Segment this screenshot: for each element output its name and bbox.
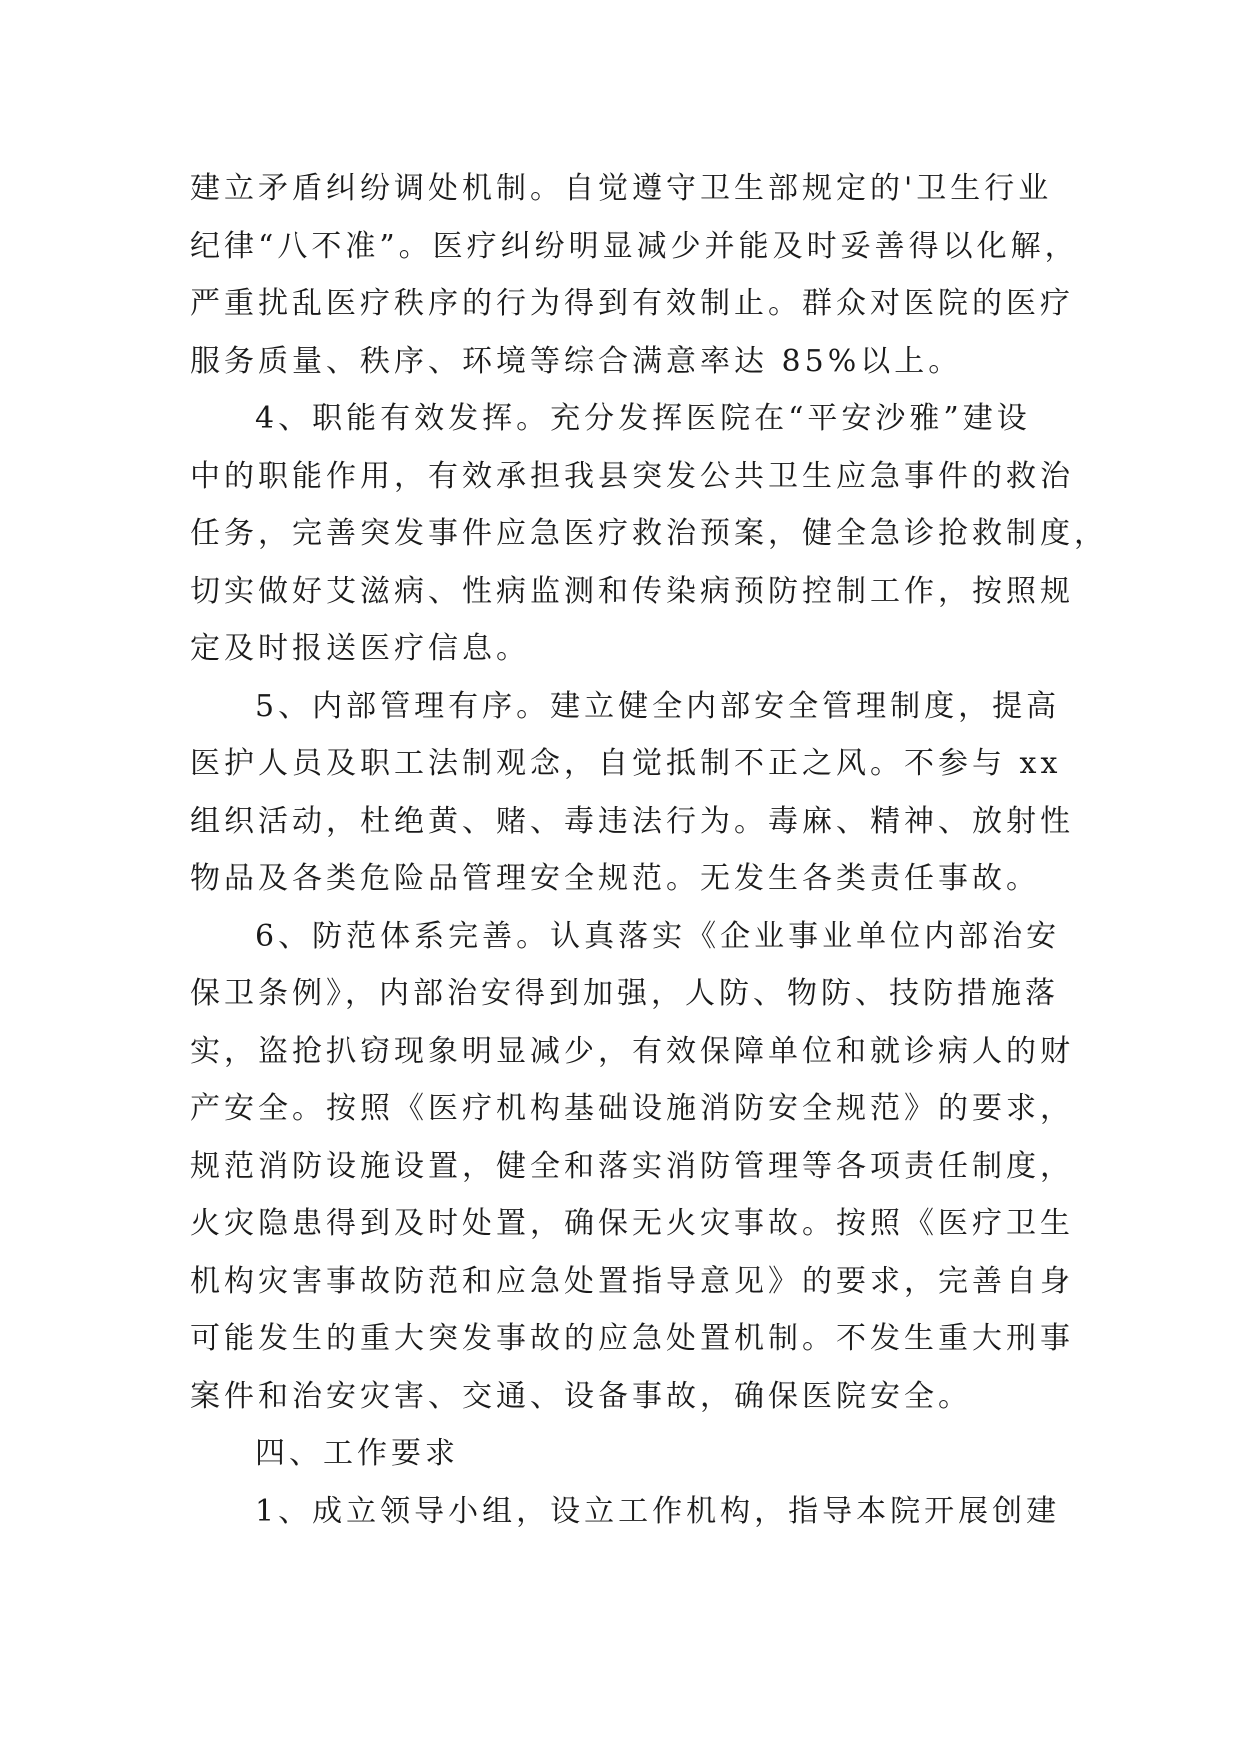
text-line: 医护人员及职工法制观念，自觉抵制不正之风。不参与 xx xyxy=(190,746,1062,781)
text-line: 火灾隐患得到及时处置，确保无火灾事故。按照《医疗卫生 xyxy=(190,1206,1074,1241)
text-line: 严重扰乱医疗秩序的行为得到有效制止。群众对医院的医疗 xyxy=(190,286,1074,321)
text-line: 组织活动，杜绝黄、赌、毒违法行为。毒麻、精神、放射性 xyxy=(190,803,1074,839)
text-line: 案件和治安灾害、交通、设备事故，确保医院安全。 xyxy=(190,1378,972,1414)
text-line: 机构灾害事故防范和应急处置指导意见》的要求，完善自身 xyxy=(190,1263,1074,1299)
text-line: 产安全。按照《医疗机构基础设施消防安全规范》的要求， xyxy=(190,1091,1074,1126)
text-line: 物品及各类危险品管理安全规范。无发生各类责任事故。 xyxy=(190,861,1040,896)
paragraph-start-line: 6、防范体系完善。认真落实《企业事业单位内部治安 xyxy=(255,918,1061,954)
text-line: 纪律“八不准”。医疗纠纷明显减少并能及时妥善得以化解， xyxy=(190,228,1079,264)
text-line: 可能发生的重大突发事故的应急处置机制。不发生重大刑事 xyxy=(190,1321,1074,1356)
paragraph-start-line: 1、成立领导小组，设立工作机构，指导本院开展创建 xyxy=(255,1493,1061,1529)
text-line: 任务，完善突发事件应急医疗救治预案，健全急诊抢救制度， xyxy=(190,516,1108,551)
text-line: 切实做好艾滋病、性病监测和传染病预防控制工作，按照规 xyxy=(190,573,1074,609)
text-line: 保卫条例》，内部治安得到加强，人防、物防、技防措施落 xyxy=(190,976,1059,1011)
text-line: 建立矛盾纠纷调处机制。自觉遵守卫生部规定的'卫生行业 xyxy=(190,171,1053,206)
text-line: 定及时报送医疗信息。 xyxy=(190,631,530,666)
section-heading: 四、工作要求 xyxy=(255,1436,459,1471)
text-line: 实，盗抢扒窃现象明显减少，有效保障单位和就诊病人的财 xyxy=(190,1033,1074,1069)
document-body xyxy=(190,160,1108,1540)
text-line: 规范消防设施设置，健全和落实消防管理等各项责任制度， xyxy=(190,1148,1074,1184)
paragraph-start-line: 5、内部管理有序。建立健全内部安全管理制度，提高 xyxy=(255,688,1061,724)
paragraph-start-line: 4、职能有效发挥。充分发挥医院在“平安沙雅”建设 xyxy=(255,401,1031,436)
text-line: 中的职能作用，有效承担我县突发公共卫生应急事件的救治 xyxy=(190,458,1074,494)
text-line: 服务质量、秩序、环境等综合满意率达 85%以上。 xyxy=(190,343,963,379)
